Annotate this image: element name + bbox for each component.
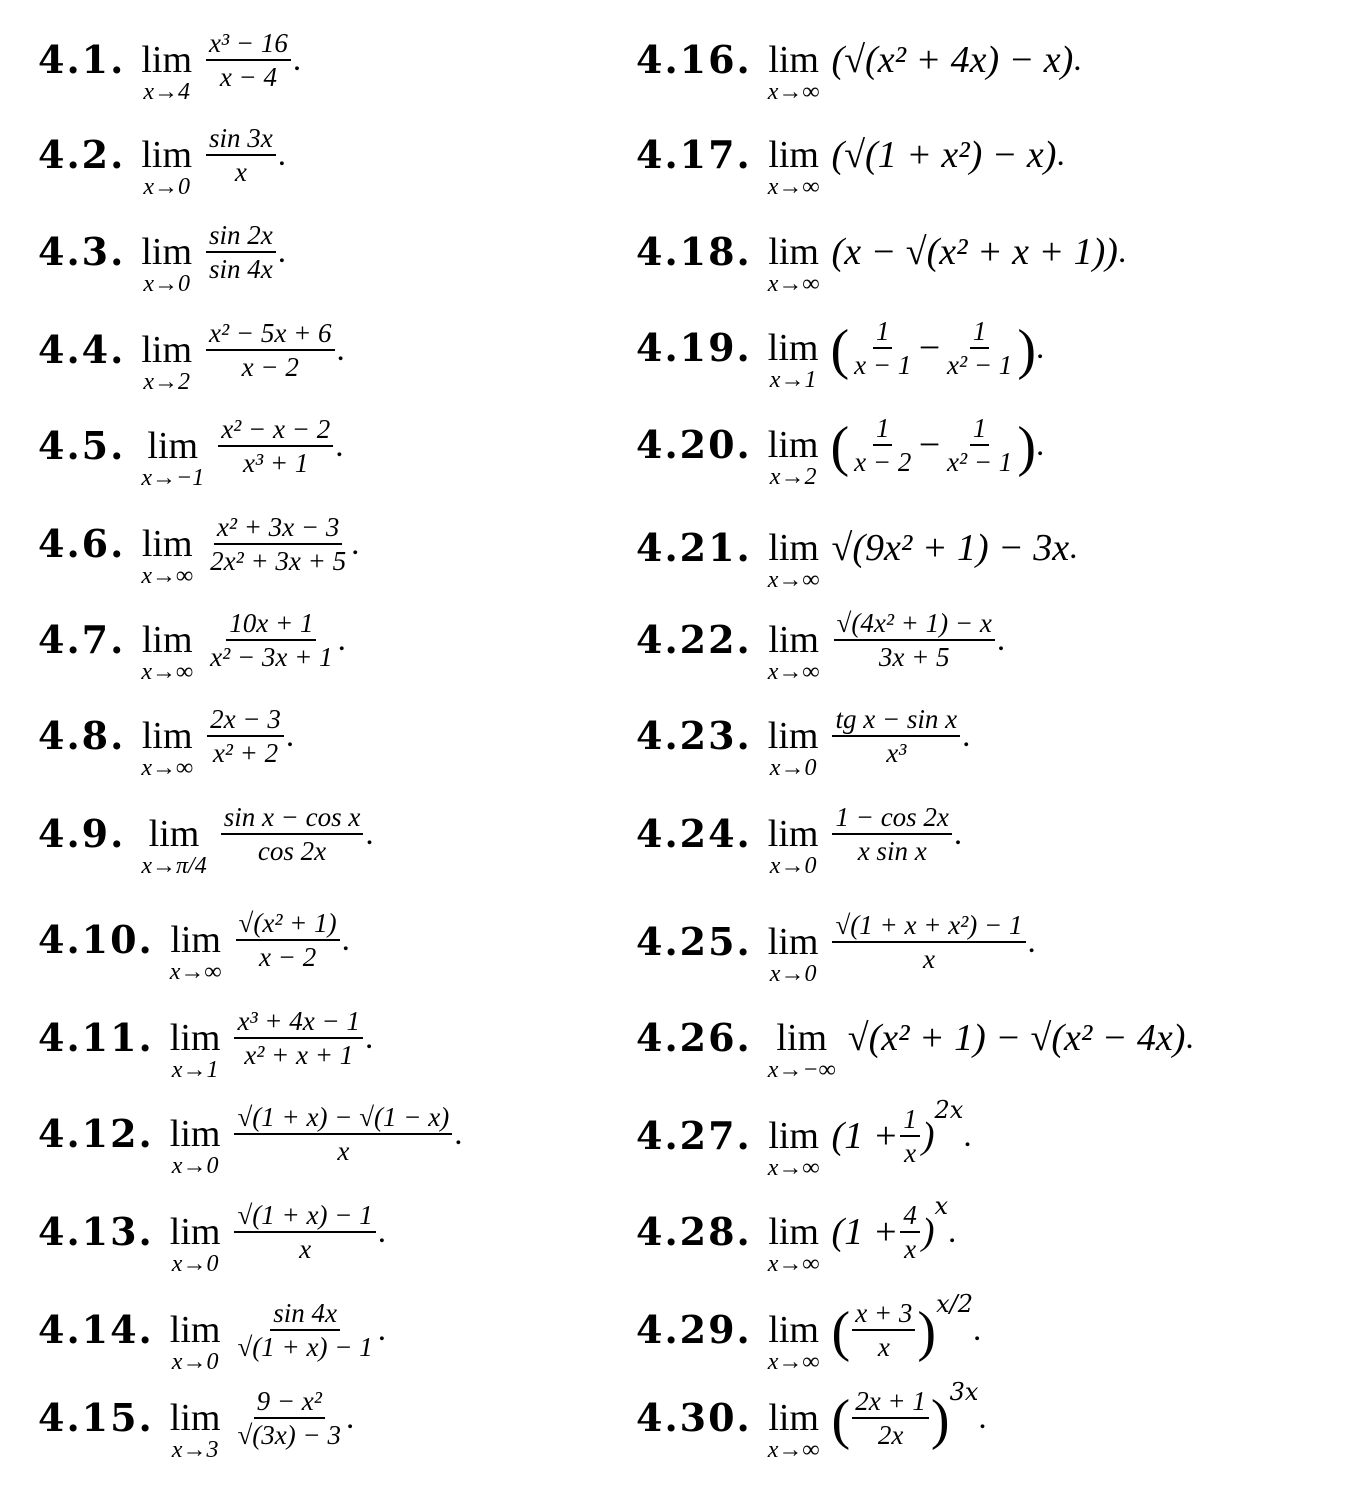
problem-4-29 [636, 1290, 982, 1375]
numerator: sin 2x [206, 221, 276, 253]
limit-operator [768, 815, 819, 879]
limit-subscript: x→0 [171, 1153, 219, 1179]
numerator: sin 3x [206, 124, 276, 156]
limit-operator [141, 136, 192, 200]
limit-operator [141, 717, 193, 781]
lim-label: lim [768, 1211, 819, 1253]
limit-operator [768, 1117, 820, 1181]
minus-sign: − [916, 424, 942, 467]
period: . [972, 1311, 982, 1348]
close-paren: ) [1017, 319, 1036, 382]
limit-operator [141, 233, 192, 297]
denominator: x² + x + 1 [244, 1040, 354, 1071]
problem-4-24 [636, 801, 963, 879]
numerator: √(4x² + 1) − x [834, 609, 995, 641]
problem-4-25 [636, 909, 1036, 987]
period: . [1035, 329, 1045, 366]
lim-label: lim [767, 327, 819, 369]
period: . [953, 815, 963, 852]
denominator: x − 1 [854, 350, 912, 381]
problem-4-6 [38, 511, 360, 589]
limit-operator [768, 717, 819, 781]
problem-number: 4.29. [636, 1307, 752, 1353]
problem-number: 4.19. [636, 325, 752, 371]
fraction [207, 513, 349, 576]
problem-number: 4.10. [38, 917, 154, 963]
limit-subscript: x→∞ [767, 659, 820, 685]
limit-operator [170, 1019, 221, 1083]
close-paren: ) [921, 1211, 935, 1254]
open-paren: ( [830, 319, 850, 382]
lim-label: lim [169, 1397, 221, 1439]
limit-subscript: x→0 [171, 1349, 219, 1375]
limit-subscript: x→2 [143, 369, 191, 395]
numerator: √(x² + 1) [236, 909, 340, 941]
lim-label: lim [767, 813, 819, 855]
fraction [834, 609, 995, 672]
lim-label: lim [141, 329, 193, 371]
problem-4-19 [636, 315, 1045, 393]
expression: (√(1 + x²) − x) [831, 134, 1057, 177]
numerator: 2x − 3 [207, 705, 284, 737]
limit-operator [141, 815, 206, 879]
limit-operator [170, 1399, 221, 1463]
period: . [335, 427, 344, 464]
problem-4-8 [38, 703, 295, 781]
period: . [978, 1399, 987, 1436]
limit-subscript: x→∞ [141, 755, 194, 781]
lim-label: lim [169, 1309, 221, 1351]
denominator: x − 2 [241, 352, 299, 383]
problem-number: 4.3. [38, 229, 126, 275]
period: . [1035, 426, 1045, 463]
denominator: 3x + 5 [878, 642, 950, 673]
numerator: x + 3 [852, 1299, 915, 1331]
limit-subscript: x→∞ [767, 567, 820, 593]
problem-number: 4.22. [636, 617, 752, 663]
fraction [234, 1103, 452, 1166]
period: . [963, 1117, 972, 1154]
numerator: x² − 5x + 6 [206, 319, 335, 351]
open-paren: ( [831, 1301, 851, 1364]
fraction [206, 29, 291, 92]
lim-label: lim [768, 1309, 819, 1351]
problem-4-20 [636, 412, 1045, 490]
numerator: 1 [873, 317, 893, 349]
fraction [234, 1007, 363, 1070]
limit-subscript: x→0 [143, 271, 191, 297]
fraction [852, 1299, 915, 1362]
limit-operator [768, 329, 819, 393]
limit-subscript: x→π/4 [141, 853, 207, 879]
problem-number: 4.27. [636, 1113, 752, 1159]
fraction [236, 909, 340, 972]
period: . [948, 1213, 957, 1250]
problem-number: 4.13. [38, 1209, 154, 1255]
period: . [1185, 1019, 1194, 1056]
lim-label: lim [768, 1397, 819, 1439]
limit-operator [768, 1311, 820, 1375]
limit-operator [768, 233, 820, 297]
problem-4-26 [636, 1006, 1194, 1083]
fraction [221, 803, 364, 866]
problem-number: 4.6. [38, 521, 126, 567]
period: . [277, 136, 287, 173]
fraction [900, 1105, 920, 1168]
lim-label: lim [768, 231, 819, 273]
numerator: 1 [970, 414, 990, 446]
problem-number: 4.23. [636, 713, 752, 759]
problem-number: 4.9. [38, 811, 126, 857]
problem-number: 4.1. [38, 37, 126, 83]
numerator: sin 4x [270, 1299, 340, 1331]
numerator: x² − x − 2 [218, 415, 333, 447]
limit-operator [141, 427, 204, 491]
numerator: 2x + 1 [852, 1387, 929, 1419]
period: . [341, 921, 350, 958]
fraction [944, 317, 1015, 380]
period: . [377, 1311, 386, 1348]
limit-subscript: x→0 [143, 174, 191, 200]
problem-4-1 [38, 27, 302, 105]
denominator: x³ [886, 738, 907, 769]
period: . [364, 1019, 374, 1056]
lim-label: lim [169, 1211, 221, 1253]
limit-subscript: x→∞ [767, 174, 820, 200]
limit-operator [768, 136, 820, 200]
lim-label: lim [141, 39, 193, 81]
lim-label: lim [141, 619, 193, 661]
limit-operator [768, 41, 820, 105]
lim-label: lim [170, 919, 221, 961]
expression: (√(x² + 4x) − x) [831, 39, 1074, 82]
period: . [1056, 136, 1065, 173]
lim-label: lim [141, 231, 193, 273]
period: . [351, 525, 360, 562]
fraction [900, 1201, 920, 1264]
period: . [962, 717, 971, 754]
close-paren: ) [921, 1115, 935, 1158]
denominator: x² − 1 [947, 350, 1013, 381]
close-paren: ) [917, 1301, 937, 1364]
fraction [207, 705, 284, 768]
fraction [944, 414, 1015, 477]
problem-4-17 [636, 123, 1065, 200]
fraction [234, 1387, 344, 1450]
limit-subscript: x→∞ [169, 959, 222, 985]
limit-subscript: x→3 [171, 1437, 219, 1463]
lim-label: lim [169, 1017, 221, 1059]
limit-subscript: x→−∞ [767, 1057, 836, 1083]
period: . [365, 815, 374, 852]
exponent: x/2 [936, 1290, 973, 1319]
limit-operator [170, 1213, 221, 1277]
denominator: x − 2 [258, 942, 317, 973]
problem-4-12 [38, 1101, 463, 1179]
denominator: x [877, 1332, 890, 1363]
fraction [206, 124, 276, 187]
limit-operator [768, 529, 820, 593]
exponent: x [934, 1192, 949, 1221]
limit-operator [768, 923, 819, 987]
problem-number: 4.2. [38, 132, 126, 178]
lim-label: lim [768, 619, 819, 661]
limit-subscript: x→−1 [141, 465, 205, 491]
problem-number: 4.11. [38, 1015, 154, 1061]
numerator: √(1 + x) − 1 [234, 1201, 375, 1233]
numerator: √(1 + x) − √(1 − x) [234, 1103, 452, 1135]
problem-number: 4.15. [38, 1395, 154, 1441]
problem-number: 4.28. [636, 1209, 752, 1255]
problem-4-18 [636, 220, 1127, 297]
open-paren: ( [830, 416, 850, 479]
limit-operator [768, 1019, 836, 1083]
problem-4-7 [38, 607, 346, 685]
problem-number: 4.8. [38, 713, 126, 759]
problem-4-11 [38, 1005, 374, 1083]
close-paren: ) [1017, 416, 1036, 479]
denominator: sin 4x [209, 254, 273, 285]
period: . [345, 1399, 355, 1436]
limit-subscript: x→∞ [767, 1349, 820, 1375]
limit-subscript: x→0 [769, 853, 817, 879]
limit-operator [141, 525, 193, 589]
lim-label: lim [767, 424, 819, 466]
limit-operator [170, 921, 222, 985]
expression: √(9x² + 1) − 3x [831, 527, 1070, 570]
exponent: 2x [934, 1096, 964, 1125]
numerator: 1 − cos 2x [832, 803, 951, 835]
denominator: x [337, 1136, 350, 1167]
fraction [851, 414, 914, 477]
fraction [234, 1299, 375, 1362]
problem-number: 4.20. [636, 422, 752, 468]
problem-4-10 [38, 907, 350, 985]
limit-operator [768, 1399, 820, 1463]
numerator: 1 [900, 1105, 920, 1137]
lim-label: lim [767, 715, 819, 757]
limit-subscript: x→0 [171, 1251, 219, 1277]
fraction [218, 415, 333, 478]
limit-subscript: x→∞ [767, 271, 820, 297]
limit-subscript: x→∞ [141, 563, 194, 589]
expression: (x − √(x² + x + 1)) [831, 231, 1118, 274]
denominator: √(1 + x) − 1 [237, 1332, 373, 1363]
denominator: x [299, 1234, 312, 1265]
problem-4-22 [636, 607, 1006, 685]
numerator: x² + 3x − 3 [214, 513, 343, 545]
denominator: x sin x [857, 836, 927, 867]
problem-number: 4.26. [636, 1015, 752, 1061]
problem-4-3 [38, 219, 287, 297]
problem-4-5 [38, 413, 344, 491]
period: . [996, 621, 1006, 658]
limit-subscript: x→∞ [767, 1251, 820, 1277]
problem-number: 4.5. [38, 423, 126, 469]
period: . [336, 331, 345, 368]
denominator: x [904, 1138, 917, 1169]
period: . [1069, 529, 1078, 566]
problem-number: 4.12. [38, 1111, 154, 1157]
problem-4-16 [636, 28, 1082, 105]
lim-label: lim [141, 523, 193, 565]
limit-operator [170, 1311, 221, 1375]
numerator: √(1 + x + x²) − 1 [832, 911, 1025, 943]
denominator: x [922, 944, 935, 975]
denominator: cos 2x [257, 836, 327, 867]
problem-number: 4.4. [38, 327, 126, 373]
limit-operator [768, 1213, 820, 1277]
limit-operator [141, 331, 192, 395]
fraction [207, 609, 336, 672]
denominator: x [234, 157, 247, 188]
denominator: x − 4 [219, 62, 278, 93]
limit-subscript: x→∞ [767, 1155, 820, 1181]
limit-subscript: x→0 [769, 755, 817, 781]
problem-number: 4.30. [636, 1395, 752, 1441]
open-paren: ( [831, 1389, 851, 1452]
limit-subscript: x→2 [769, 464, 817, 490]
limit-subscript: x→1 [171, 1057, 219, 1083]
problem-number: 4.25. [636, 919, 752, 965]
denominator: x² + 2 [212, 738, 279, 769]
problem-4-2 [38, 122, 287, 200]
limit-subscript: x→1 [769, 367, 817, 393]
problem-4-28 [636, 1192, 957, 1277]
problem-4-15 [38, 1385, 355, 1463]
denominator: x² − 3x + 1 [210, 642, 333, 673]
numerator: x³ − 16 [206, 29, 291, 61]
limit-subscript: x→∞ [141, 659, 194, 685]
close-paren: ) [930, 1389, 950, 1452]
problem-number: 4.18. [636, 229, 752, 275]
fraction [832, 911, 1025, 974]
denominator: x [904, 1234, 917, 1265]
numerator: x³ + 4x − 1 [234, 1007, 363, 1039]
limit-subscript: x→∞ [767, 79, 820, 105]
lim-label: lim [768, 527, 819, 569]
denominator: x² − 1 [947, 447, 1013, 478]
lim-label: lim [768, 134, 819, 176]
period: . [285, 717, 295, 754]
fraction [851, 317, 914, 380]
problem-number: 4.24. [636, 811, 752, 857]
limit-subscript: x→4 [143, 79, 191, 105]
problem-4-21 [636, 516, 1078, 593]
lim-label: lim [148, 813, 200, 855]
denominator: √(3x) − 3 [237, 1420, 341, 1451]
problem-number: 4.7. [38, 617, 126, 663]
numerator: 4 [900, 1201, 920, 1233]
problem-number: 4.14. [38, 1307, 154, 1353]
period: . [1117, 233, 1127, 270]
lim-label: lim [768, 1115, 819, 1157]
denominator: x − 2 [854, 447, 912, 478]
period: . [292, 41, 302, 78]
lim-label: lim [776, 1017, 828, 1059]
limit-subscript: x→0 [769, 961, 817, 987]
problem-4-13 [38, 1199, 386, 1277]
problem-4-27 [636, 1096, 972, 1181]
problem-4-4 [38, 317, 345, 395]
problem-4-23 [636, 703, 971, 781]
period: . [337, 621, 346, 658]
minus-sign: − [916, 327, 942, 370]
open-part: (1 + [831, 1211, 899, 1254]
numerator: 9 − x² [254, 1387, 325, 1419]
fraction [832, 803, 951, 866]
period: . [1073, 41, 1082, 78]
fraction [206, 319, 335, 382]
fraction [832, 705, 960, 768]
limit-operator [141, 41, 192, 105]
problem-4-30 [636, 1378, 987, 1463]
period: . [277, 233, 287, 270]
limit-operator [141, 621, 193, 685]
lim-label: lim [141, 715, 193, 757]
lim-label: lim [767, 921, 819, 963]
lim-label: lim [169, 1113, 221, 1155]
problem-4-9 [38, 801, 374, 879]
problem-number: 4.17. [636, 132, 752, 178]
lim-label: lim [141, 134, 193, 176]
numerator: sin x − cos x [221, 803, 364, 835]
numerator: 1 [873, 414, 893, 446]
open-part: (1 + [831, 1115, 899, 1158]
period: . [377, 1213, 386, 1250]
denominator: 2x² + 3x + 5 [210, 546, 347, 577]
numerator: 1 [970, 317, 990, 349]
lim-label: lim [768, 39, 819, 81]
fraction [206, 221, 276, 284]
problem-number: 4.16. [636, 37, 752, 83]
expression: √(x² + 1) − √(x² − 4x) [847, 1017, 1186, 1060]
fraction [852, 1387, 929, 1450]
problem-4-14 [38, 1297, 386, 1375]
period: . [1027, 923, 1036, 960]
period: . [454, 1115, 463, 1152]
lim-label: lim [147, 425, 199, 467]
problem-number: 4.21. [636, 525, 752, 571]
limit-subscript: x→∞ [767, 1437, 820, 1463]
limit-operator [768, 426, 819, 490]
numerator: 10x + 1 [226, 609, 316, 641]
limit-operator [768, 621, 820, 685]
limit-operator [170, 1115, 221, 1179]
exponent: 3x [949, 1378, 979, 1407]
denominator: x³ + 1 [243, 448, 309, 479]
numerator: tg x − sin x [832, 705, 960, 737]
denominator: 2x [877, 1420, 904, 1451]
fraction [234, 1201, 375, 1264]
